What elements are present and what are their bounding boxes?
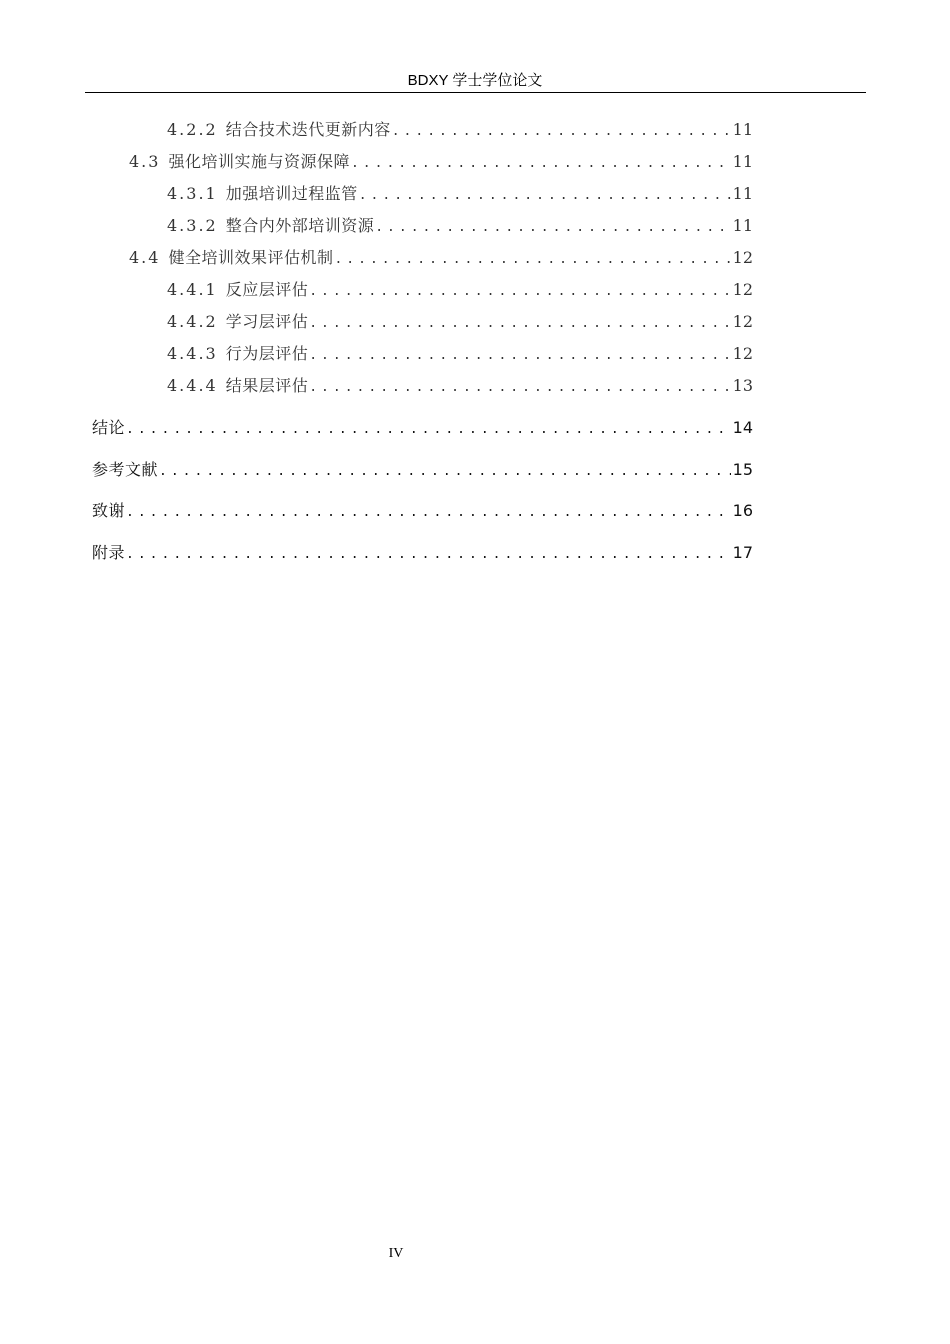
header-rule (85, 92, 866, 93)
toc-entry-page: 12 (732, 312, 753, 331)
toc-entry-title: 行为层评估 (225, 344, 309, 363)
toc-entry[interactable] (167, 343, 753, 365)
toc-entry[interactable] (129, 151, 753, 173)
toc-entry-number: 4.2.2 (167, 120, 218, 139)
toc-leader-dots (159, 460, 731, 482)
toc-entry[interactable] (129, 247, 753, 269)
toc-entry-title: 结论 (92, 418, 126, 437)
toc-entry-number: 4.3.2 (167, 216, 218, 235)
toc-entry-title: 加强培训过程监管 (225, 184, 358, 203)
toc-entry-page: 12 (732, 280, 753, 299)
toc-entry-title: 致谢 (92, 501, 126, 520)
toc-entry[interactable] (167, 183, 753, 205)
toc-entry-page: 11 (732, 152, 753, 171)
toc-entry-page: 16 (732, 501, 753, 520)
toc-leader-dots (309, 345, 730, 365)
toc-entry[interactable] (167, 279, 753, 301)
toc-entry-title: 参考文献 (92, 460, 159, 479)
toc-entry-title: 反应层评估 (225, 280, 309, 299)
toc-entry-page: 12 (732, 248, 753, 267)
toc-entry-title: 整合内外部培训资源 (225, 216, 375, 235)
toc-entry-number: 4.4.4 (167, 376, 218, 395)
toc-leader-dots (309, 281, 730, 301)
toc-entry-title: 结合技术迭代更新内容 (225, 120, 391, 139)
toc-entry-title: 学习层评估 (225, 312, 309, 331)
toc-entry-appendix[interactable] (92, 541, 753, 565)
toc-entry-title: 结果层评估 (225, 376, 309, 395)
toc-leader-dots (392, 121, 731, 141)
running-header: BDXY 学士学位论文 (407, 72, 543, 89)
toc-entry-page: 14 (732, 418, 753, 437)
toc-leader-dots (309, 313, 730, 333)
toc-entry-acknowledgements[interactable] (92, 499, 753, 523)
toc-entry-page: 13 (732, 376, 753, 395)
toc-entry[interactable] (167, 119, 753, 141)
toc-entry-number: 4.4.2 (167, 312, 218, 331)
toc-leader-dots (375, 217, 730, 237)
toc-entry[interactable] (167, 215, 753, 237)
toc-entry[interactable] (167, 375, 753, 397)
toc-entry-page: 17 (732, 543, 753, 562)
toc-leader-dots (351, 153, 731, 173)
toc-entry-number: 4.3.1 (167, 184, 218, 203)
toc-entry-title: 健全培训效果评估机制 (168, 248, 334, 267)
page-number: IV (388, 1246, 404, 1261)
toc-entry-title: 强化培训实施与资源保障 (168, 152, 350, 171)
toc-entry-page: 11 (732, 216, 753, 235)
toc-entry-page: 11 (732, 120, 753, 139)
toc-entry-page: 15 (732, 460, 753, 479)
toc-leader-dots (334, 249, 730, 269)
toc-leader-dots (126, 543, 731, 565)
toc-entry-number: 4.4.1 (167, 280, 218, 299)
toc-entry[interactable] (167, 311, 753, 333)
toc-entry-title: 附录 (92, 543, 126, 562)
toc-entry-page: 12 (732, 344, 753, 363)
toc-entry-conclusion[interactable] (92, 416, 753, 440)
toc-entry-number: 4.3 (129, 152, 161, 171)
toc-entry-number: 4.4.3 (167, 344, 218, 363)
toc-leader-dots (359, 185, 731, 205)
toc-entry-number: 4.4 (129, 248, 161, 267)
toc-entry-page: 11 (732, 184, 753, 203)
toc-entry-references[interactable] (92, 458, 753, 482)
toc-leader-dots (309, 377, 730, 397)
toc-leader-dots (126, 501, 731, 523)
toc-leader-dots (126, 418, 731, 440)
